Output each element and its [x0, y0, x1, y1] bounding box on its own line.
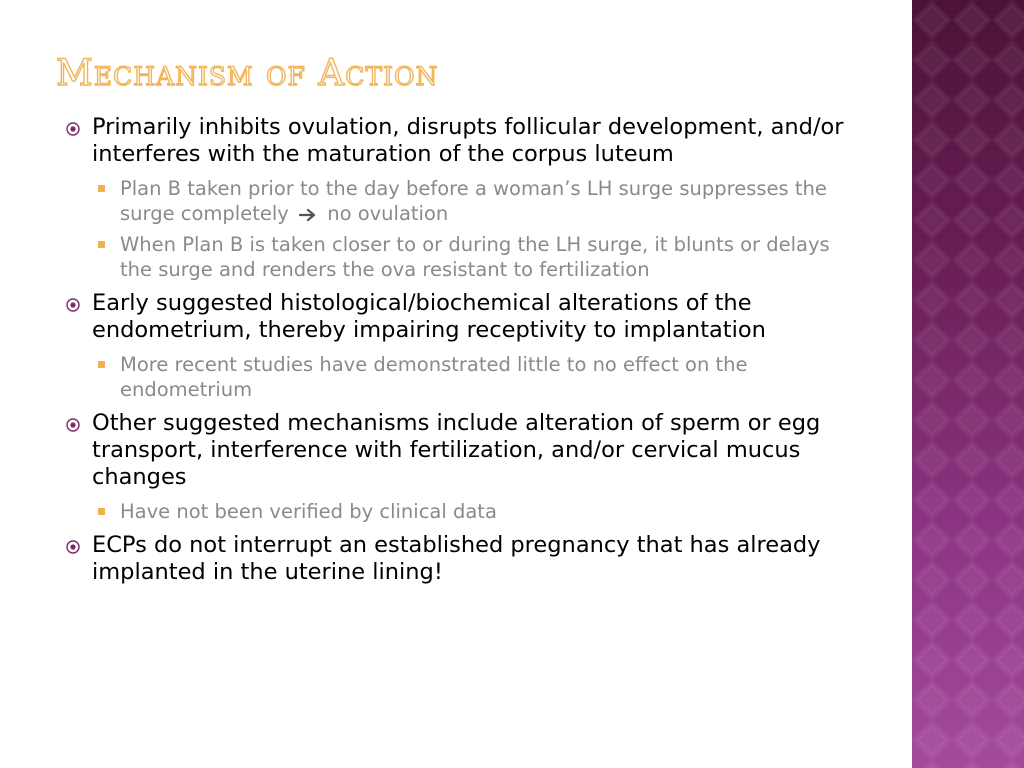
- sub-bullet-item: [60, 352, 860, 402]
- bullet-list: [60, 114, 860, 586]
- orange-square-icon: [98, 241, 105, 248]
- sub-bullet-item: [60, 176, 860, 226]
- diamond-pattern: [912, 0, 1024, 768]
- bullet-text: Primarily inhibits ovulation, disrupts follicular development, and/or interferes with the maturation of the corpus luteum: [92, 114, 844, 167]
- sub-bullet-text: Have not been verified by clinical data: [120, 500, 497, 523]
- sub-bullet-text: no ovulation: [327, 202, 449, 225]
- circled-dot-icon: [66, 540, 80, 554]
- orange-square-icon: [98, 361, 105, 368]
- bullet-item: [60, 532, 860, 586]
- sub-bullet-text: More recent studies have demonstrated little to no effect on the endometrium: [120, 353, 748, 401]
- sub-bullet-list: [60, 176, 860, 282]
- sub-bullet-text: Plan B taken prior to the day before a woman’s LH surge suppresses the surge completely: [120, 177, 827, 225]
- sub-bullet-item: [60, 499, 860, 524]
- orange-square-icon: [98, 508, 105, 515]
- bullet-text: Other suggested mechanisms include alteration of sperm or egg transport, interference with fertilization, and/or cervical mucus changes: [92, 410, 821, 490]
- sub-bullet-list: [60, 499, 860, 524]
- bullet-text: ECPs do not interrupt an established pregnancy that has already implanted in the uterine lining!: [92, 532, 821, 585]
- circled-dot-icon: [66, 298, 80, 312]
- sub-bullet-list: [60, 352, 860, 402]
- slide-title: Mechanism of Action: [56, 53, 439, 94]
- orange-square-icon: [98, 185, 105, 192]
- decorative-side-band: [912, 0, 1024, 768]
- sub-bullet-item: [60, 232, 860, 282]
- sub-bullet-text: When Plan B is taken closer to or during the LH surge, it blunts or delays the surge and renders the ova resistant to fertilization: [120, 233, 830, 281]
- bullet-item: [60, 410, 860, 491]
- circled-dot-icon: [66, 122, 80, 136]
- bullet-item: [60, 290, 860, 344]
- bullet-text: Early suggested histological/biochemical alterations of the endometrium, thereby impairing receptivity to implantation: [92, 290, 766, 343]
- right-arrow-icon: [299, 208, 317, 222]
- bullet-item: [60, 114, 860, 168]
- circled-dot-icon: [66, 418, 80, 432]
